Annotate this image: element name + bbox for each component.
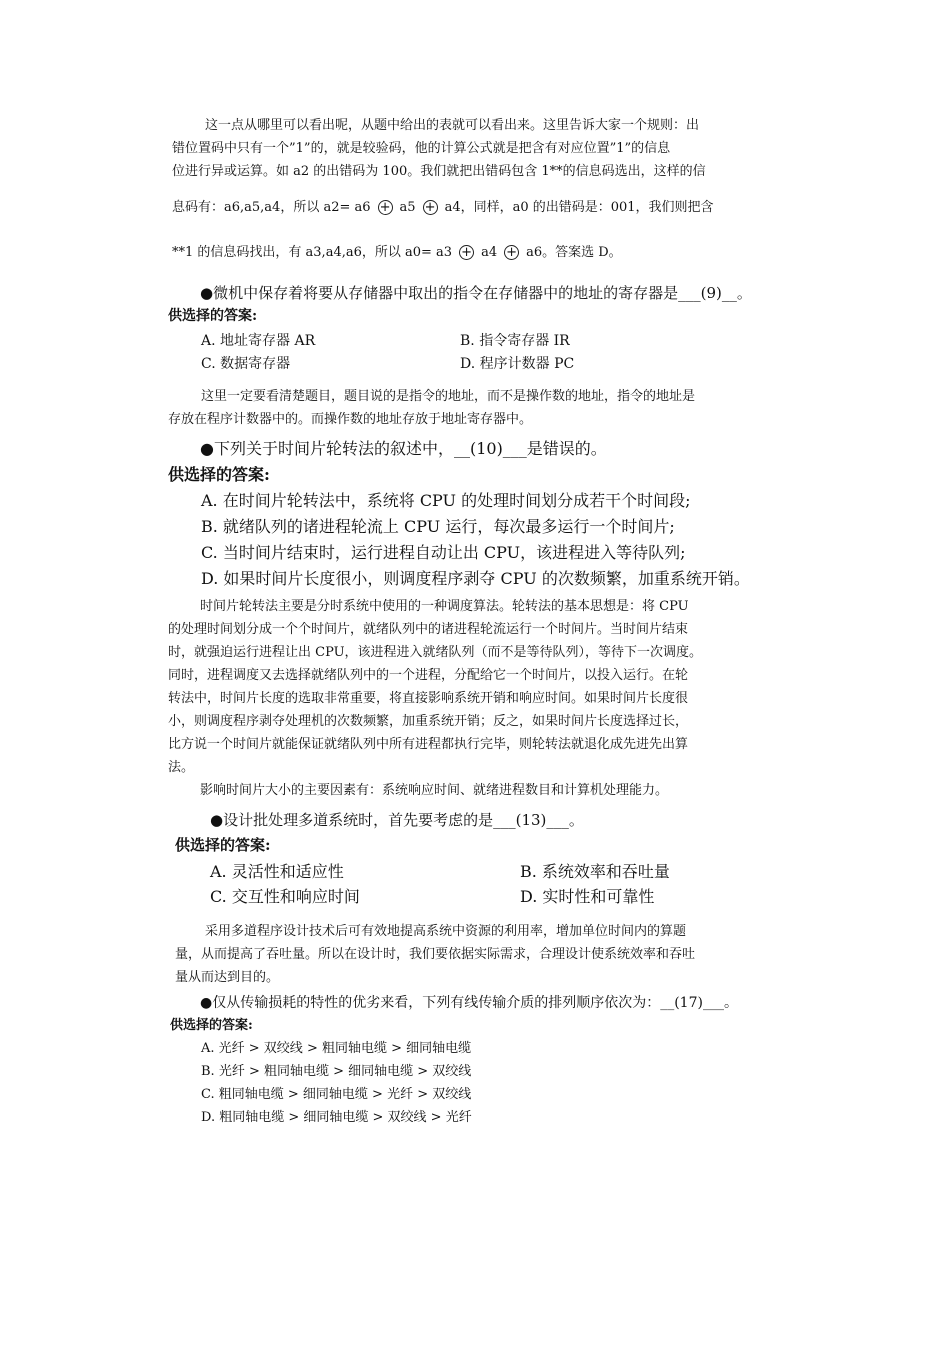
- intro-line-3: 位进行异或运算。如 a2 的出错码为 100。我们就把出错码包含 1**的信息码选出，这样的信: [172, 164, 706, 179]
- xor-icon: +: [504, 245, 519, 260]
- q13-option-a: A. 灵活性和适应性: [210, 862, 344, 881]
- q9-heading: 供选择的答案:: [168, 308, 258, 324]
- q9-option-c: C. 数据寄存器: [201, 356, 291, 372]
- q13-explain-1: 采用多道程序设计技术后可有效地提高系统中资源的利用率，增加单位时间内的算题: [205, 924, 687, 939]
- q10-question: ●下列关于时间片轮转法的叙述中，__(10)___是错误的。: [200, 439, 607, 458]
- q9-option-d: D. 程序计数器 PC: [460, 356, 575, 372]
- q9-option-b: B. 指令寄存器 IR: [460, 333, 570, 349]
- q10-explain-3: 时，就强迫运行进程让出 CPU，该进程进入就绪队列（而不是等待队列），等待下一次调度。: [168, 645, 703, 660]
- intro-line-2: 错位置码中只有一个”1”的，就是较验码，他的计算公式就是把含有对应位置”1”的信息: [172, 141, 671, 156]
- q9-explain-2: 存放在程序计数器中的。而操作数的地址存放于地址寄存器中。: [168, 412, 533, 427]
- q17-heading: 供选择的答案:: [170, 1018, 253, 1033]
- q17-option-b: B. 光纤 > 粗同轴电缆 > 细同轴电缆 > 双绞线: [201, 1064, 472, 1079]
- q13-option-c: C. 交互性和响应时间: [210, 887, 360, 906]
- q17-option-a: A. 光纤 > 双绞线 > 粗同轴电缆 > 细同轴电缆: [201, 1041, 472, 1056]
- q13-explain-3: 量从而达到目的。: [175, 970, 280, 985]
- intro-line-5-b: a4: [481, 245, 498, 260]
- q10-heading: 供选择的答案:: [168, 465, 270, 484]
- q10-explain-1: 时间片轮转法主要是分时系统中使用的一种调度算法。轮转法的基本思想是：将 CPU: [200, 599, 689, 614]
- q10-option-c: C. 当时间片结束时，运行进程自动让出 CPU，该进程进入等待队列;: [201, 543, 686, 562]
- q10-explain-6: 小，则调度程序剥夺处理机的次数频繁，加重系统开销；反之，如果时间片长度选择过长，: [168, 714, 689, 729]
- q13-explain-2: 量，从而提高了吞吐量。所以在设计时，我们要依据实际需求，合理设计使系统效率和吞吐: [175, 947, 696, 962]
- q10-option-d: D. 如果时间片长度很小，则调度程序剥夺 CPU 的次数频繁，加重系统开销。: [201, 569, 750, 588]
- q17-option-c: C. 粗同轴电缆 > 细同轴电缆 > 光纤 > 双绞线: [201, 1087, 472, 1102]
- intro-line-5-a: **1 的信息码找出，有 a3,a4,a6，所以 a0= a3: [172, 245, 453, 260]
- q10-explain-4: 同时，进程调度又去选择就绪队列中的一个进程，分配给它一个时间片，以投入运行。在轮: [168, 668, 689, 683]
- q13-option-d: D. 实时性和可靠性: [520, 887, 655, 906]
- q10-explain-7: 比方说一个时间片就能保证就绪队列中所有进程都执行完毕，则轮转法就退化成先进先出算: [168, 737, 689, 752]
- q13-heading: 供选择的答案:: [175, 836, 271, 854]
- q9-explain-1: 这里一定要看清楚题目，题目说的是指令的地址，而不是操作数的地址，指令的地址是: [201, 389, 696, 404]
- q17-question: ●仅从传输损耗的特性的优劣来看，下列有线传输介质的排列顺序依次为：__(17)___。: [200, 995, 738, 1011]
- q10-explain-8: 法。: [168, 760, 195, 775]
- q10-option-b: B. 就绪队列的诸进程轮流上 CPU 运行，每次最多运行一个时间片;: [201, 517, 675, 536]
- xor-icon: +: [459, 245, 474, 260]
- q10-explain-2: 的处理时间划分成一个个时间片，就绪队列中的诸进程轮流运行一个时间片。当时间片结束: [168, 622, 689, 637]
- q10-extra: 影响时间片大小的主要因素有：系统响应时间、就绪进程数目和计算机处理能力。: [200, 783, 669, 798]
- q10-explain-5: 转法中，时间片长度的选取非常重要，将直接影响系统开销和响应时间。如果时间片长度很: [168, 691, 689, 706]
- q10-option-a: A. 在时间片轮转法中，系统将 CPU 的处理时间划分成若干个时间段;: [201, 491, 691, 510]
- intro-line-1: 这一点从哪里可以看出呢，从题中给出的表就可以看出来。这里告诉大家一个规则：出: [205, 118, 700, 133]
- q13-question: ●设计批处理多道系统时，首先要考虑的是___(13)___。: [210, 811, 584, 829]
- intro-line-4: [172, 200, 714, 215]
- xor-icon: +: [378, 200, 393, 215]
- intro-line-5: [172, 245, 622, 260]
- q9-option-a: A. 地址寄存器 AR: [201, 333, 316, 349]
- xor-icon: +: [423, 200, 438, 215]
- q13-option-b: B. 系统效率和吞吐量: [520, 862, 670, 881]
- intro-line-4-c: a4，同样，a0 的出错码是：001，我们则把含: [444, 200, 714, 215]
- intro-line-4-a: 息码有：a6,a5,a4，所以 a2= a6: [172, 200, 371, 215]
- q17-option-d: D. 粗同轴电缆 > 细同轴电缆 > 双绞线 > 光纤: [201, 1110, 472, 1125]
- q9-question: ●微机中保存着将要从存储器中取出的指令在存储器中的地址的寄存器是___(9)__。: [200, 284, 752, 302]
- intro-line-5-c: a6。答案选 D。: [526, 245, 622, 260]
- intro-line-4-b: a5: [399, 200, 416, 215]
